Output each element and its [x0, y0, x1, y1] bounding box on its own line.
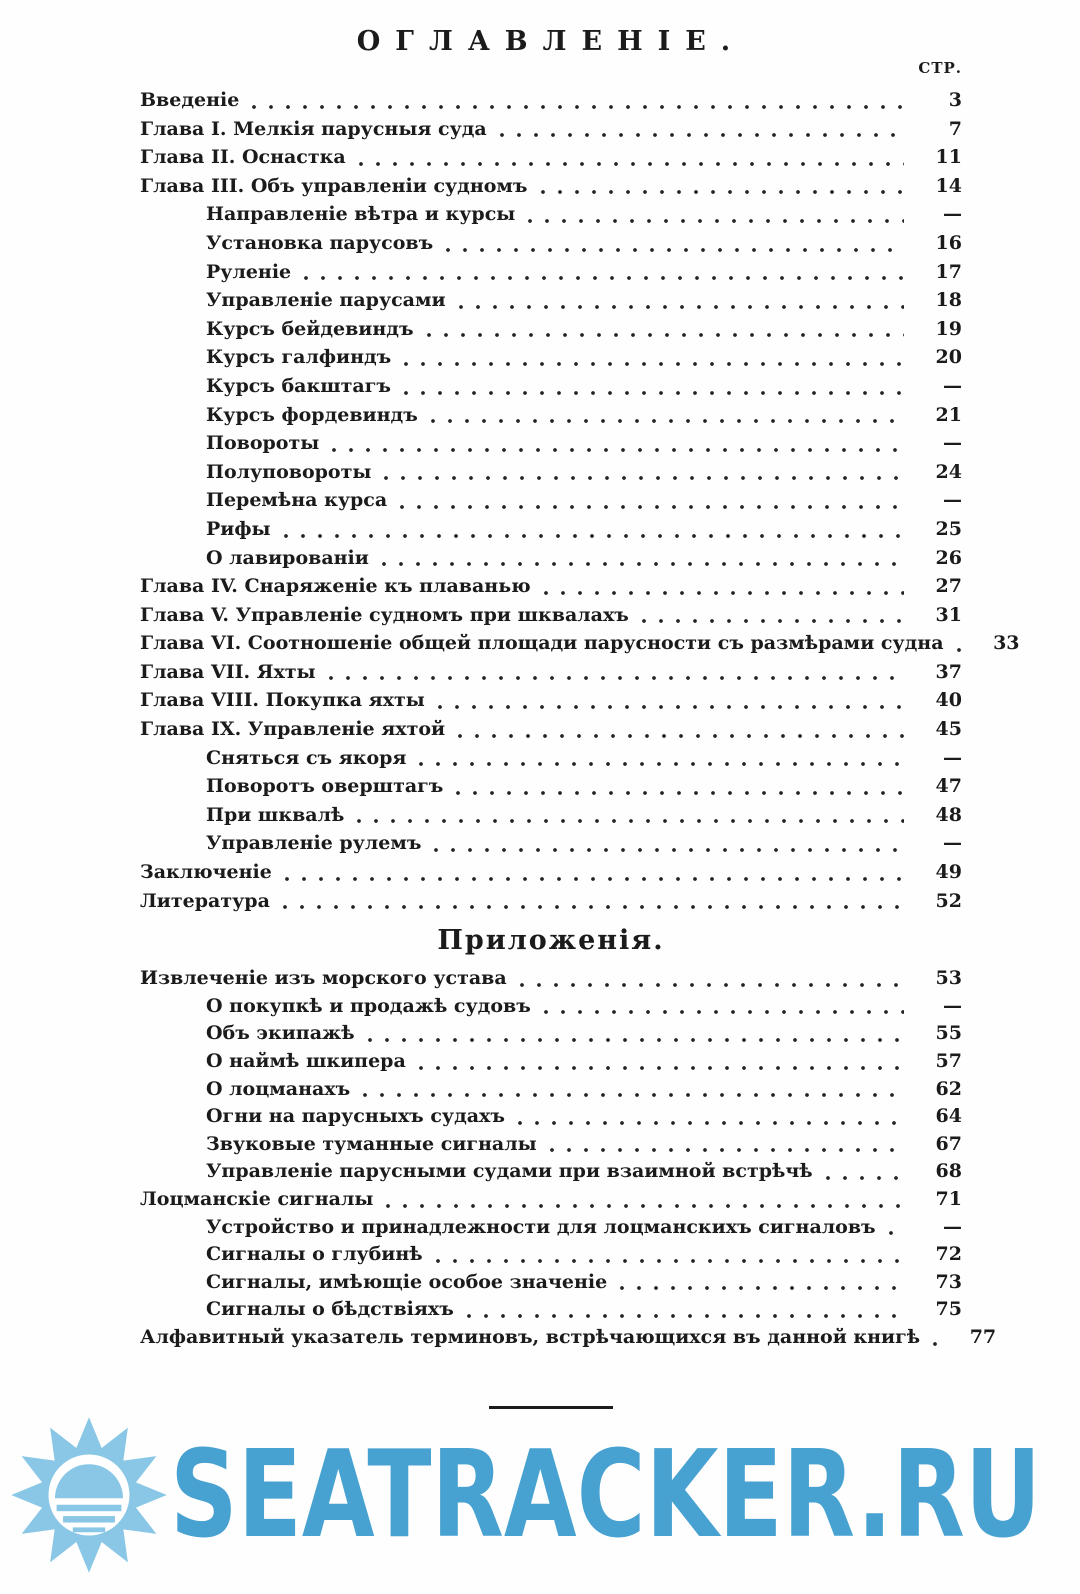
toc-entry — [140, 887, 962, 916]
toc-entry-page: — — [943, 203, 962, 226]
toc-entry — [140, 1103, 962, 1131]
toc-entry-page: 75 — [935, 1298, 962, 1321]
toc-entry-page: 72 — [935, 1243, 962, 1266]
toc-entry-label: Полуповороты — [206, 460, 372, 483]
toc-entry-label: О наймѣ шкипера — [206, 1050, 406, 1072]
dot-leader — [418, 761, 904, 767]
dot-leader — [825, 1175, 904, 1181]
toc-entry — [140, 515, 962, 544]
toc-entry — [140, 1158, 962, 1186]
toc-entry-label: Глава V. Управленіе судномъ при шквалахъ — [140, 603, 629, 626]
dot-leader — [251, 104, 904, 110]
toc-entry-page: 33 — [993, 632, 1020, 655]
toc-entry-label: Курсъ бакштагъ — [206, 374, 391, 397]
toc-entry-label: Заключеніе — [140, 861, 272, 884]
toc-entry-label: Лоцманскіе сигналы — [140, 1187, 374, 1210]
toc-entry-page: 57 — [935, 1050, 962, 1072]
page-column-header: СТР. — [918, 59, 962, 77]
toc-entry — [140, 200, 962, 229]
dot-leader — [418, 1065, 904, 1071]
toc-entry-label: Глава VII. Яхты — [140, 660, 316, 683]
toc-entry-label: Управленіе парусными судами при взаимной встрѣчѣ — [206, 1160, 813, 1183]
toc-entry-page: 17 — [935, 260, 962, 283]
dot-leader — [455, 790, 904, 796]
toc-entry-page: 48 — [935, 803, 962, 826]
toc-entry — [140, 858, 962, 887]
dot-leader — [435, 1258, 904, 1264]
toc-entry — [140, 629, 1020, 658]
toc-entry-page: 53 — [935, 967, 962, 990]
toc-entry — [140, 1324, 997, 1352]
toc-entry-label: Сигналы, имѣющіе особое значеніе — [206, 1270, 608, 1293]
toc-entry-label: О лоцманахъ — [206, 1077, 351, 1100]
toc-entry-page: 47 — [935, 775, 962, 798]
toc-entry — [140, 86, 962, 115]
toc-entry-page: 67 — [935, 1132, 962, 1155]
dot-leader — [356, 818, 904, 824]
toc-entry-page: 45 — [935, 718, 962, 741]
toc-entry — [140, 143, 962, 172]
toc-entry — [140, 172, 962, 201]
toc-entry — [140, 458, 962, 487]
toc-entry-label: Огни на парусныхъ судахъ — [206, 1105, 505, 1128]
toc-entry-page: 77 — [969, 1325, 997, 1348]
toc-entry-label: Объ экипажѣ — [206, 1022, 355, 1045]
toc-entry-page: 19 — [935, 317, 962, 340]
dot-leader — [549, 1147, 904, 1153]
toc-entry-page: 24 — [935, 460, 962, 483]
toc-entry — [140, 229, 962, 258]
dot-leader — [458, 304, 904, 310]
toc-entry-label: Глава VIII. Покупка яхты — [140, 689, 425, 712]
toc-entry — [140, 1296, 962, 1324]
toc-entry-label: Глава I. Мелкія парусныя суда — [140, 117, 487, 140]
dot-leader — [403, 390, 904, 396]
toc-entry-label: Извлеченіе изъ морского устава — [140, 967, 507, 990]
dot-leader — [383, 475, 904, 481]
dot-leader — [956, 647, 962, 653]
toc-entry-page: 25 — [935, 517, 962, 540]
toc-entry — [140, 401, 962, 430]
dot-leader — [283, 533, 904, 539]
dot-leader — [519, 982, 904, 988]
toc-entry-label: Сняться съ якоря — [206, 746, 407, 769]
dot-leader — [362, 1092, 904, 1098]
toc-entry-page: 11 — [935, 146, 962, 169]
toc-entry-label: О покупкѣ и продажѣ судовъ — [206, 994, 531, 1017]
toc-entry-page: — — [943, 746, 962, 769]
toc-entry — [140, 1186, 962, 1214]
toc-entry-label: Руленіе — [206, 260, 292, 283]
toc-entry-page: 55 — [935, 1022, 962, 1045]
toc-entry-page: — — [943, 1215, 962, 1238]
dot-leader — [430, 418, 904, 424]
toc-entry-label: Звуковые туманные сигналы — [206, 1132, 537, 1155]
toc-entry-page: 73 — [935, 1270, 962, 1293]
toc-entry-label: О лавированіи — [206, 546, 369, 569]
toc-entry-label: Сигналы о глубинѣ — [206, 1243, 423, 1266]
dot-leader — [367, 1037, 904, 1043]
toc-entry — [140, 715, 962, 744]
toc-entry — [140, 258, 962, 287]
toc-main-list — [140, 86, 1020, 915]
dot-leader — [403, 361, 904, 367]
appendix-heading: Приложенія. — [437, 925, 665, 957]
toc-entry — [140, 1020, 962, 1048]
watermark-text: SEATRACKER.RU — [170, 1425, 1042, 1565]
dot-leader — [888, 1230, 904, 1236]
toc-entry — [140, 544, 962, 573]
dot-leader — [385, 1203, 904, 1209]
toc-entry-label: Глава III. Объ управленіи судномъ — [140, 174, 528, 197]
toc-entry — [140, 343, 962, 372]
toc-entry-page: 21 — [935, 403, 962, 426]
toc-entry — [140, 993, 962, 1021]
page-title: ОГЛАВЛЕНІЕ. — [356, 26, 746, 57]
toc-entry-page: 31 — [935, 603, 962, 626]
toc-entry — [140, 486, 962, 515]
dot-leader — [543, 590, 904, 596]
toc-entry — [140, 572, 962, 601]
toc-entry-label: Курсъ бейдевиндъ — [206, 317, 414, 340]
toc-entry-label: Литература — [140, 889, 270, 912]
toc-entry-page: 20 — [935, 346, 962, 369]
toc-entry-label: Перемѣна курса — [206, 489, 388, 512]
toc-entry-label: Глава II. Оснастка — [140, 146, 346, 169]
toc-entry-label: При шквалѣ — [206, 803, 345, 826]
toc-entry — [140, 1214, 962, 1242]
toc-entry-page: 16 — [935, 231, 962, 254]
dot-leader — [445, 247, 904, 253]
toc-entry — [140, 1076, 962, 1104]
toc-appendix-list — [140, 965, 997, 1351]
dot-leader — [437, 704, 904, 710]
toc-entry-page: — — [943, 374, 962, 397]
dot-leader — [284, 876, 904, 882]
dot-leader — [540, 189, 905, 195]
dot-leader — [527, 218, 904, 224]
toc-entry — [140, 315, 962, 344]
toc-entry-label: Поворотъ оверштагъ — [206, 775, 444, 798]
dot-leader — [426, 332, 904, 338]
toc-entry-label: Повороты — [206, 432, 320, 455]
toc-entry — [140, 686, 962, 715]
toc-entry-page: 62 — [935, 1077, 962, 1100]
dot-leader — [641, 618, 904, 624]
dot-leader — [932, 1341, 938, 1347]
watermark — [0, 1414, 1080, 1576]
toc-entry — [140, 429, 962, 458]
toc-entry-page: 37 — [935, 660, 962, 683]
dot-leader — [543, 1009, 904, 1015]
dot-leader — [433, 847, 904, 853]
toc-entry-page: 3 — [948, 89, 962, 111]
toc-entry — [140, 286, 962, 315]
dot-leader — [331, 447, 904, 453]
toc-entry-label: Введеніе — [140, 89, 240, 111]
toc-entry — [140, 1241, 962, 1269]
toc-entry-page: 27 — [935, 575, 962, 598]
toc-entry-page: 64 — [935, 1105, 962, 1128]
toc-entry — [140, 1048, 962, 1076]
toc-entry-label: Рифы — [206, 517, 271, 540]
dot-leader — [282, 904, 904, 910]
toc-entry-page: 52 — [935, 889, 962, 912]
toc-entry — [140, 115, 962, 144]
dot-leader — [358, 161, 904, 167]
toc-entry — [140, 1269, 962, 1297]
toc-entry — [140, 801, 962, 830]
dot-leader — [499, 132, 904, 138]
toc-entry-label: Курсъ галфиндъ — [206, 346, 392, 369]
toc-entry — [140, 829, 962, 858]
toc-entry — [140, 658, 962, 687]
toc-entry-label: Управленіе рулемъ — [206, 832, 422, 855]
toc-entry-label: Управленіе парусами — [206, 289, 446, 312]
dot-leader — [466, 1313, 904, 1319]
toc-entry-page: — — [943, 994, 962, 1017]
toc-entry-page: 14 — [935, 174, 962, 197]
dot-leader — [517, 1120, 904, 1126]
toc-entry — [140, 965, 962, 993]
toc-entry-label: Направленіе вѣтра и курсы — [206, 203, 516, 226]
toc-entry-page: 49 — [935, 861, 962, 884]
toc-entry-page: 18 — [935, 289, 962, 312]
toc-entry-label: Сигналы о бѣдствіяхъ — [206, 1298, 454, 1321]
sun-icon — [8, 1414, 170, 1576]
toc-entry-label: Устройство и принадлежности для лоцманскихъ сигналовъ — [206, 1215, 876, 1238]
toc-entry-page: 7 — [948, 117, 962, 140]
toc-entry-page: 71 — [935, 1187, 962, 1210]
toc-entry-label: Глава IX. Управленіе яхтой — [140, 718, 446, 741]
toc-entry-page: 26 — [935, 546, 962, 569]
toc-entry-page: — — [943, 489, 962, 512]
toc-entry-label: Глава VI. Соотношеніе общей площади парусности съ размѣрами судна — [140, 632, 944, 655]
dot-leader — [328, 675, 904, 681]
toc-entry-label: Курсъ фордевиндъ — [206, 403, 418, 426]
toc-entry-page: — — [943, 832, 962, 855]
dot-leader — [303, 275, 904, 281]
toc-entry-page: — — [943, 432, 962, 455]
toc-entry — [140, 372, 962, 401]
toc-entry-page: 68 — [935, 1160, 962, 1183]
toc-entry — [140, 744, 962, 773]
divider-rule — [489, 1406, 613, 1409]
dot-leader — [457, 733, 904, 739]
toc-entry — [140, 1131, 962, 1159]
toc-entry-label: Алфавитный указатель терминовъ, встрѣчающихся въ данной книгѣ — [140, 1325, 921, 1348]
toc-entry-label: Установка парусовъ — [206, 231, 434, 254]
dot-leader — [619, 1285, 904, 1291]
toc-entry — [140, 601, 962, 630]
toc-entry — [140, 772, 962, 801]
toc-entry-label: Глава IV. Снаряженіе къ плаванью — [140, 575, 531, 598]
dot-leader — [381, 561, 904, 567]
toc-entry-page: 40 — [935, 689, 962, 712]
dot-leader — [399, 504, 904, 510]
